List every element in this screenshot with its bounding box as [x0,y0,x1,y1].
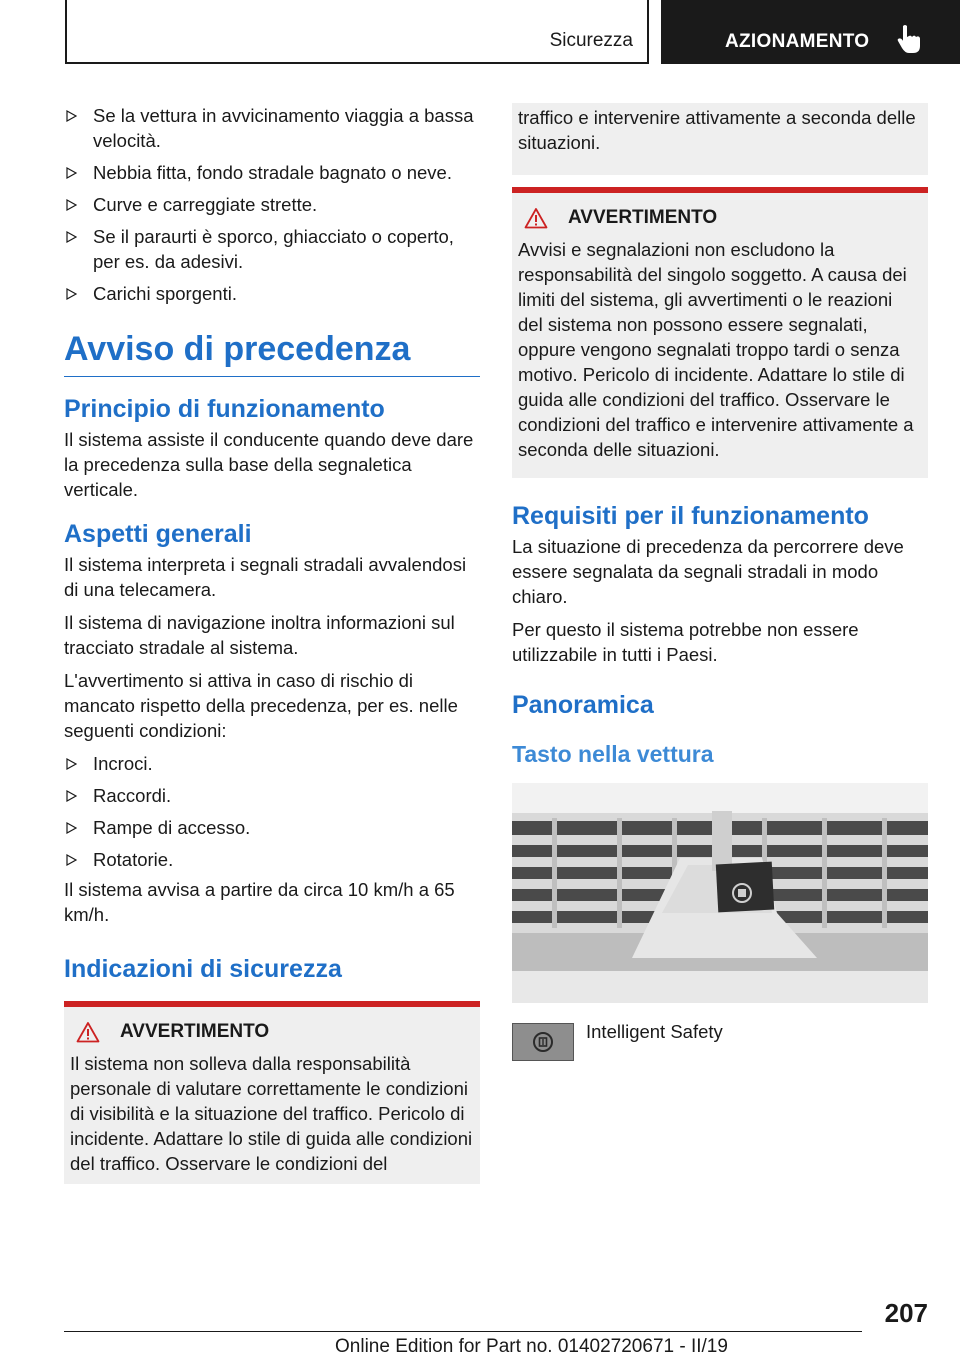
vehicle-button-photo [512,783,928,1003]
list-item: Incroci. [64,751,480,776]
hand-pointer-icon [897,24,923,54]
requirements-heading: Requisiti per il funzionamento [512,502,869,530]
warning-text: traffico e intervenire attivamente a seconda delle situazioni. [518,107,916,153]
safety-heading: Indicazioni di sicurezza [64,955,342,983]
warning-title-row [512,193,928,229]
footer-divider [64,1331,862,1332]
requirements-paragraph: La situazione di precedenza da percorrere deve essere segnalata da segnali stradali in modo chiaro. [512,536,904,607]
overview-heading: Panoramica [512,691,654,719]
general-heading: Aspetti generali [64,520,252,548]
list-item: Se il paraurti è sporco, ghiacciato o coperto, per es. da adesivi. [64,224,480,274]
situations-list [64,751,480,872]
warning-text: Il sistema non solleva dalla responsabilità personale di valutare correttamente le condizioni di visibilità e la situazione del traffico. Pericolo di incidente. Adattare lo stile di guida alle condizioni del traffico. Osservare le condizioni del [70,1053,473,1174]
warning-title: AVVERTIMENTO [120,1021,270,1042]
conditions-list [64,103,480,306]
header-section-box [65,0,649,64]
header-chapter-title: AZIONAMENTO [725,31,870,52]
principle-text: Il sistema assiste il conducente quando deve dare la precedenza sulla base della segnaletica verticale. [64,429,474,500]
main-heading: Avviso di precedenza [64,328,480,377]
warning-text: Avvisi e segnalazioni non escludono la responsabilità del singolo soggetto. A causa dei limiti del sistema, gli avvertimenti o le reazioni del sistema non possono essere segnalati, oppure vengono segnalati troppo tardi o senza motivo. Pericolo di incidente. Adattare lo stile di guida alle condizioni del traffico. Osservare le condizioni del traffico e intervenire attivamente a seconda delle situazioni. [518,239,914,460]
general-paragraph: Il sistema di navigazione inoltra informazioni sul tracciato stradale al sistema. [64,612,455,658]
list-item: Carichi sporgenti. [64,281,480,306]
footer-edition: Online Edition for Part no. 01402720671 - II/19 [335,1336,728,1357]
button-label: Intelligent Safety [586,1021,723,1042]
triangle-bullet-icon [66,231,77,243]
warning-title: AVVERTIMENTO [568,207,718,228]
warning-title-row [64,1007,480,1043]
warning-triangle-icon [76,1021,100,1043]
dashboard-vent-illustration [512,783,928,1003]
speed-range-text: Il sistema avvisa a partire da circa 10 km/h a 65 km/h. [64,879,455,925]
header-section-title: Sicurezza [549,30,633,51]
intelligent-safety-button-icon [512,1023,574,1061]
list-item: Rotatorie. [64,847,480,872]
list-item: Se la vettura in avvicinamento viaggia a bassa velocità. [64,103,480,153]
triangle-bullet-icon [66,758,77,770]
right-column [512,103,928,1061]
requirements-paragraph: Per questo il sistema potrebbe non essere utilizzabile in tutti i Paesi. [512,619,859,665]
list-item: Raccordi. [64,783,480,808]
list-item: Curve e carreggiate strette. [64,192,480,217]
button-legend [512,1023,928,1061]
triangle-bullet-icon [66,110,77,122]
principle-heading: Principio di funzionamento [64,395,385,423]
triangle-bullet-icon [66,790,77,802]
warning-triangle-icon [524,207,548,229]
triangle-bullet-icon [66,822,77,834]
general-paragraph: Il sistema interpreta i segnali stradali avvalendosi di una telecamera. [64,554,467,600]
warning-box-continued [512,103,928,175]
list-item: Nebbia fitta, fondo stradale bagnato o neve. [64,160,480,185]
warning-box [512,187,928,478]
list-item: Rampe di accesso. [64,815,480,840]
triangle-bullet-icon [66,854,77,866]
general-paragraph: L'avvertimento si attiva in caso di rischio di mancato rispetto della precedenza, per es. nelle seguenti condizioni: [64,670,458,741]
triangle-bullet-icon [66,199,77,211]
page-number: 207 [884,1298,928,1328]
triangle-bullet-icon [66,167,77,179]
warning-box [64,1001,480,1184]
header-chapter-tab [661,0,960,64]
button-subheading: Tasto nella vettura [512,741,714,767]
left-column [64,103,480,1184]
triangle-bullet-icon [66,288,77,300]
